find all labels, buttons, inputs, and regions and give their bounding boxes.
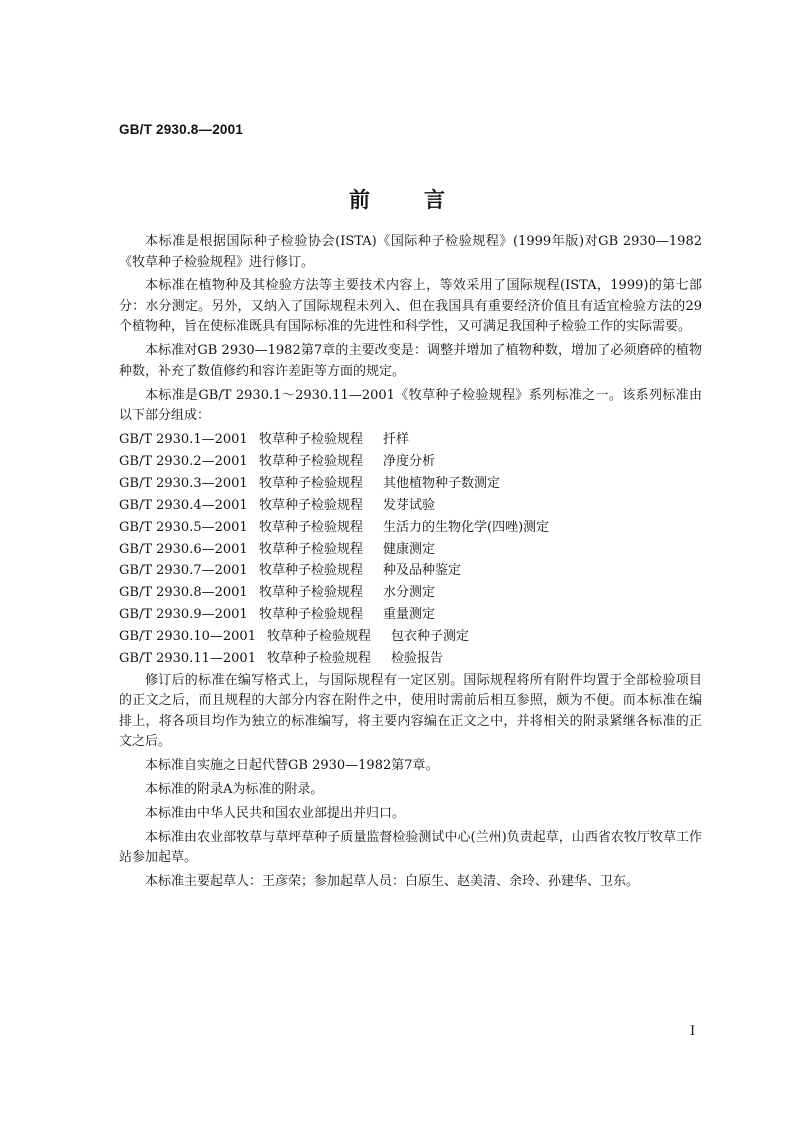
list-item-series: 牧草种子检验规程: [259, 497, 364, 513]
list-item: [119, 496, 702, 517]
list-item-series: 牧草种子检验规程: [259, 607, 364, 623]
list-item: [119, 605, 702, 626]
list-item: [119, 583, 702, 604]
list-item-code: GB/T 2930.1—2001: [119, 432, 248, 448]
page-title: 前言: [349, 187, 499, 212]
page-number: I: [690, 1024, 696, 1039]
list-item-series: 牧草种子检验规程: [259, 432, 364, 448]
list-item-part: 生活力的生物化学(四唑)测定: [383, 519, 550, 535]
list-item: [119, 561, 702, 582]
list-item-part: 其他植物种子数测定: [383, 475, 501, 491]
list-item-code: GB/T 2930.10—2001: [119, 629, 256, 645]
paragraph: 本标准由中华人民共和国农业部提出并归口。: [145, 806, 406, 822]
paragraph: 本标准对GB 2930—1982第7章的主要改变是：调整并增加了植物种数，增加了必须磨碎的植物种数，补充了数值修约和容许差距等方面的规定。: [119, 343, 702, 379]
list-item-part: 扦样: [383, 432, 410, 448]
list-item: [119, 474, 702, 495]
list-item-part: 包衣种子测定: [391, 629, 470, 645]
list-item-code: GB/T 2930.8—2001: [119, 585, 248, 601]
list-item-part: 重量测定: [383, 607, 436, 623]
list-item-code: GB/T 2930.4—2001: [119, 497, 248, 513]
list-item-code: GB/T 2930.2—2001: [119, 453, 248, 469]
list-item: [119, 518, 702, 539]
list-item-part: 种及品种鉴定: [383, 563, 462, 579]
list-item-part: 健康测定: [383, 541, 436, 557]
list-item: [119, 430, 702, 451]
list-item-series: 牧草种子检验规程: [267, 629, 372, 645]
list-item-part: 检验报告: [391, 650, 444, 666]
list-item-series: 牧草种子检验规程: [259, 563, 364, 579]
list-item-series: 牧草种子检验规程: [259, 519, 364, 535]
list-item: [119, 627, 702, 648]
list-item-part: 发芽试验: [383, 497, 436, 513]
list-item-series: 牧草种子检验规程: [267, 650, 372, 666]
paragraph: 修订后的标准在编写格式上，与国际规程有一定区别。国际规程将所有附件均置于全部检验项目的正文之后，而且规程的大部分内容在附件之中，使用时需前后相互参照，颇为不便。而本标准在编排上，将各项目均作为独立的标准编写，将主要内容编在正文之中，并将相关的附录紧继各标准的正文之后。: [119, 672, 702, 750]
list-item-part: 净度分析: [383, 453, 436, 469]
list-item-code: GB/T 2930.3—2001: [119, 475, 248, 491]
list-item-code: GB/T 2930.11—2001: [119, 650, 256, 666]
list-item-series: 牧草种子检验规程: [259, 585, 364, 601]
list-item-code: GB/T 2930.6—2001: [119, 541, 248, 557]
paragraph: 本标准在植物种及其检验方法等主要技术内容上，等效采用了国际规程(ISTA，1999)的第七部分：水分测定。另外，又纳入了国际规程未列入、但在我国具有重要经济价值且有适宜检验方法的29个植物种，旨在使标准既具有国际标准的先进性和科学性，又可满足我国种子检验工作的实际需要。: [119, 278, 702, 335]
paragraph: 本标准的附录A为标准的附录。: [145, 782, 324, 798]
series-standards-list: [119, 430, 702, 669]
list-item: [119, 452, 702, 473]
list-item-series: 牧草种子检验规程: [259, 541, 364, 557]
list-item-series: 牧草种子检验规程: [259, 475, 364, 491]
list-item: [119, 540, 702, 561]
list-item-series: 牧草种子检验规程: [259, 453, 364, 469]
list-item-code: GB/T 2930.7—2001: [119, 563, 248, 579]
list-item-code: GB/T 2930.9—2001: [119, 607, 248, 623]
paragraph: 本标准是GB/T 2930.1～2930.11—2001《牧草种子检验规程》系列标准之一。该系列标准由以下部分组成：: [119, 387, 702, 424]
paragraph: 本标准主要起草人：王彦荣；参加起草人员：白原生、赵美清、余玲、孙建华、卫东。: [145, 874, 640, 890]
document-body: [119, 232, 702, 896]
paragraph: 本标准由农业部牧草与草坪草种子质量监督检验测试中心(兰州)负责起草，山西省农牧厅牧草工作站参加起草。: [119, 829, 702, 866]
paragraph: 本标准自实施之日起代替GB 2930—1982第7章。: [145, 758, 439, 774]
paragraph: 本标准是根据国际种子检验协会(ISTA)《国际种子检验规程》(1999年版)对GB 2930—1982《牧草种子检验规程》进行修订。: [119, 234, 702, 270]
list-item-part: 水分测定: [383, 585, 436, 601]
list-item-code: GB/T 2930.5—2001: [119, 519, 248, 535]
list-item: [119, 649, 702, 670]
standard-code-header: GB/T 2930.8—2001: [119, 122, 244, 137]
